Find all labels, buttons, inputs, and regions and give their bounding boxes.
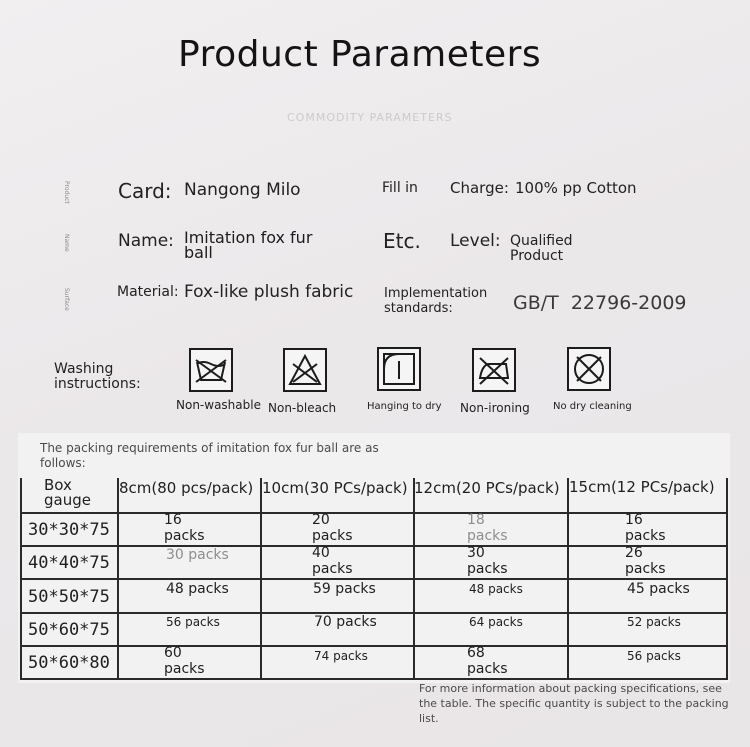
table-cell: 16 packs [164, 512, 205, 544]
packing-note-bottom: For more information about packing specifications, see the table. The specific quantity is subject to the packing list. [419, 682, 729, 725]
table-row-box-gauge: 50*50*75 [28, 587, 110, 607]
table-rule [20, 578, 728, 580]
table-cell: 70 packs [314, 614, 377, 630]
table-cell: 16 packs [625, 512, 666, 544]
material-value: Fox-like plush fabric [184, 282, 354, 302]
hanging-to-dry-icon [377, 347, 421, 391]
charge-label: Charge: [450, 179, 509, 197]
table-row-box-gauge: 50*60*80 [28, 653, 110, 673]
table-cell: 68 packs [467, 645, 508, 677]
side-label-surface: Surface [63, 288, 70, 311]
non-ironing-icon [472, 348, 516, 392]
page-subtitle: COMMODITY PARAMETERS [287, 111, 453, 124]
table-row-box-gauge: 40*40*75 [28, 553, 110, 573]
table-cell: 40 packs [312, 545, 353, 577]
non-washable-caption: Non-washable [176, 398, 261, 412]
table-cell: 45 packs [627, 581, 690, 597]
table-header-col: 8cm(80 pcs/pack) [119, 479, 254, 497]
table-cell: 56 packs [627, 649, 681, 663]
table-cell: 30 packs [166, 547, 229, 563]
level-value: Qualified Product [510, 233, 573, 264]
side-label-name: Name [63, 234, 70, 252]
table-cell: 56 packs [166, 615, 220, 629]
non-washable-icon [189, 348, 233, 392]
standard-value: GB/T 22796-2009 [513, 292, 687, 314]
table-cell: 18 packs [467, 512, 508, 544]
name-value: Imitation fox fur ball [184, 228, 313, 262]
table-header-col: 10cm(30 PCs/pack) [262, 479, 408, 497]
table-cell: 59 packs [313, 581, 376, 597]
table-rule [20, 678, 728, 680]
table-rule [726, 478, 728, 680]
standard-label: Implementation standards: [384, 286, 488, 316]
packing-note-top: The packing requirements of imitation fox fur ball are as follows: [40, 441, 379, 470]
table-cell: 48 packs [469, 582, 523, 596]
material-label: Material: [117, 284, 179, 300]
table-rule [20, 478, 22, 680]
card-value: Nangong Milo [184, 180, 301, 200]
washing-label: Washing instructions: [54, 361, 141, 392]
table-row-box-gauge: 50*60*75 [28, 620, 110, 640]
no-dry-cleaning-caption: No dry cleaning [553, 401, 632, 412]
table-cell: 52 packs [627, 615, 681, 629]
table-rule [567, 478, 569, 680]
table-cell: 30 packs [467, 545, 508, 577]
no-dry-cleaning-icon [567, 347, 611, 391]
table-rule [20, 512, 728, 514]
fill-label: Fill in [382, 180, 418, 196]
table-rule [20, 645, 728, 647]
table-rule [260, 478, 262, 680]
table-header-col: 12cm(20 PCs/pack) [414, 479, 560, 497]
table-rule [20, 545, 728, 547]
table-cell: 60 packs [164, 645, 205, 677]
card-label: Card: [118, 179, 172, 203]
table-cell: 48 packs [166, 581, 229, 597]
table-rule [413, 478, 415, 680]
table-cell: 74 packs [314, 649, 368, 663]
etc-label: Etc. [383, 229, 421, 253]
non-bleach-caption: Non-bleach [268, 401, 337, 415]
non-ironing-caption: Non-ironing [460, 401, 530, 415]
table-cell: 64 packs [469, 615, 523, 629]
table-row-box-gauge: 30*30*75 [28, 520, 110, 540]
table-rule [117, 478, 119, 680]
side-label-product: Product [63, 181, 70, 204]
table-cell: 26 packs [625, 545, 666, 577]
charge-value: 100% pp Cotton [515, 179, 637, 197]
name-label: Name: [118, 231, 174, 251]
table-header-box-gauge: Box gauge [44, 476, 91, 509]
page-title: Product Parameters [178, 34, 542, 75]
hanging-to-dry-caption: Hanging to dry [367, 401, 442, 412]
table-header-col: 15cm(12 PCs/pack) [569, 478, 715, 496]
level-label: Level: [450, 231, 501, 251]
non-bleach-icon [283, 348, 327, 392]
table-cell: 20 packs [312, 512, 353, 544]
